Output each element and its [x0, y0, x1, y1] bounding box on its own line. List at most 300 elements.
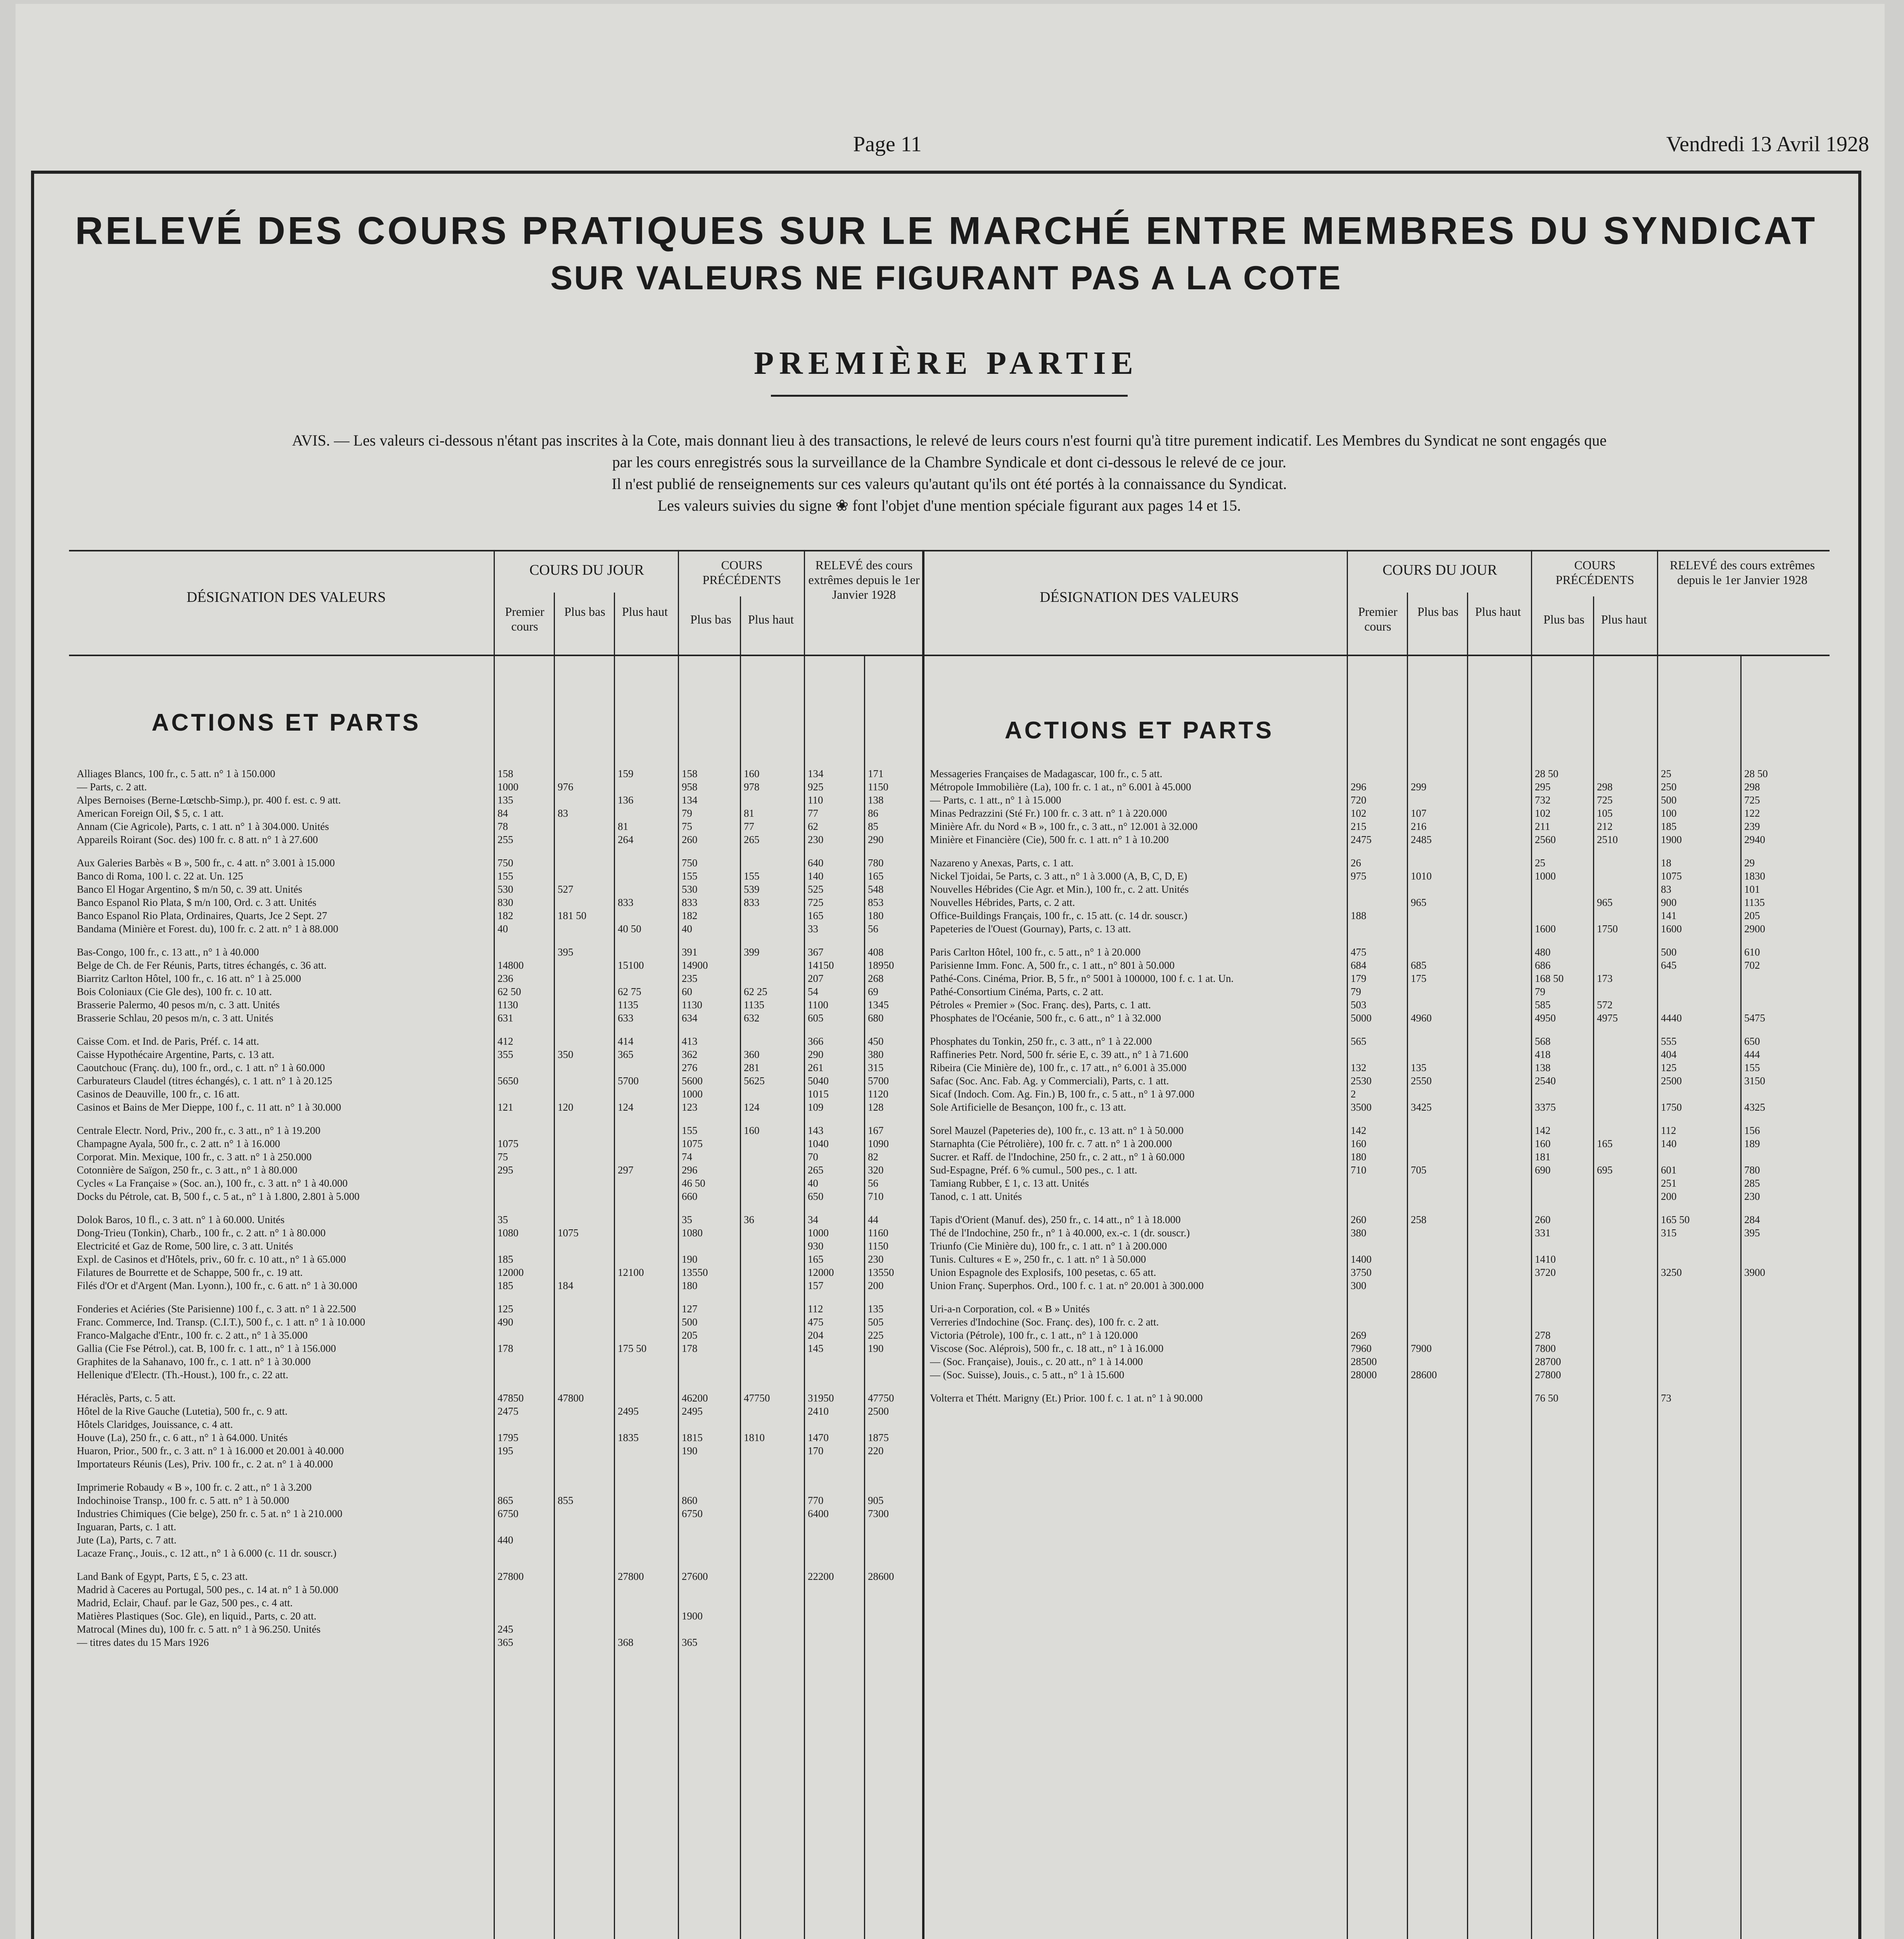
table-row [77, 1368, 918, 1381]
quote-cell: 1150 [868, 781, 888, 793]
quote-cell: 46 50 [682, 1177, 705, 1189]
issue-date: Vendredi 13 Avril 1928 [1666, 132, 1869, 156]
table-row [930, 1163, 1822, 1177]
table-row [77, 959, 918, 972]
quote-cell: 230 [868, 1253, 884, 1265]
security-name: Paris Carlton Hôtel, 100 fr., c. 5 att., n° 1 à 20.000 [930, 946, 1141, 958]
quote-cell: 2560 [1535, 834, 1556, 845]
quote-cell: 7900 [1411, 1343, 1432, 1354]
header-premier-left: Premier cours [505, 605, 544, 633]
quote-cell: 100 [1661, 807, 1677, 819]
quote-cell: 155 [744, 870, 760, 882]
quote-cell: 725 [1744, 794, 1760, 806]
header-cours-du-jour-left: COURS DU JOUR [529, 562, 644, 578]
header-plus-haut-right: Plus haut [1475, 605, 1521, 619]
quote-cell: 245 [498, 1623, 513, 1635]
quote-cell: 62 75 [618, 986, 641, 997]
quote-cell: 112 [1661, 1125, 1676, 1136]
quote-cell: 83 [558, 807, 568, 819]
security-name: Huaron, Prior., 500 fr., c. 3 att. n° 1 à 16.000 et 20.001 à 40.000 [77, 1445, 344, 1457]
quote-cell: 7300 [868, 1508, 889, 1519]
quote-cell: 568 [1535, 1035, 1551, 1047]
quote-cell: 2475 [498, 1405, 518, 1417]
security-name: Hôtel de la Rive Gauche (Lutetia), 500 fr., c. 9 att. [77, 1405, 288, 1417]
quote-cell: 165 [808, 1253, 824, 1265]
quote-cell: 13550 [682, 1267, 708, 1278]
security-name: Raffineries Petr. Nord, 500 fr. série E, c. 39 att., n° 1 à 71.600 [930, 1049, 1189, 1060]
security-name: Banco El Hogar Argentino, $ m/n 50, c. 39 att. Unités [77, 883, 302, 895]
quote-cell: 1135 [744, 999, 764, 1011]
security-name: Madrid à Caceres au Portugal, 500 pes., c. 14 at. n° 1 à 50.000 [77, 1584, 339, 1595]
quote-cell: 62 25 [744, 986, 767, 997]
table-row [77, 1520, 918, 1533]
quote-cell: 5700 [618, 1075, 639, 1087]
quote-cell: 178 [682, 1343, 698, 1354]
security-name: Bandama (Minière et Forest. du), 100 fr. c. 2 att. n° 1 à 88.000 [77, 923, 339, 935]
quote-cell: 331 [1535, 1227, 1551, 1239]
security-name: Sole Artificielle de Besançon, 100 fr., c. 13 att. [930, 1101, 1127, 1113]
quote-cell: 399 [744, 946, 760, 958]
security-name: Franc. Commerce, Ind. Transp. (C.I.T.), 500 f., c. 1 att. n° 1 à 10.000 [77, 1316, 365, 1328]
table-row [77, 1087, 918, 1101]
quote-cell: 4440 [1661, 1012, 1682, 1024]
quote-cell: 750 [498, 857, 513, 869]
quote-cell: 62 50 [498, 986, 521, 997]
security-name: Annam (Cie Agricole), Parts, c. 1 att. n° 1 à 304.000. Unités [77, 821, 329, 832]
quote-cell: 180 [682, 1280, 698, 1291]
quote-cell: 1075 [682, 1138, 703, 1149]
table-row [930, 833, 1822, 846]
header-prec-plus-bas-right: Plus bas [1543, 612, 1584, 626]
quote-cell: 5700 [868, 1075, 889, 1087]
quote-cell: 105 [1597, 807, 1613, 819]
security-name: Office-Buildings Français, 100 fr., c. 15 att. (c. 14 dr. souscr.) [930, 910, 1187, 921]
security-name: — Parts, c. 2 att. [77, 781, 147, 793]
quote-cell: 204 [808, 1329, 824, 1341]
sub-title: SUR VALEURS NE FIGURANT PAS A LA COTE [550, 259, 1342, 297]
security-name: — (Soc. Suisse), Jouis., c. 5 att., n° 1 à 15.600 [930, 1369, 1125, 1381]
quote-cell: 14150 [808, 959, 834, 971]
table-row [77, 1507, 918, 1520]
quote-cell: 28700 [1535, 1356, 1561, 1367]
security-name: Hellenique d'Electr. (Th.-Houst.), 100 fr., c. 22 att. [77, 1369, 289, 1381]
quote-cell: 1600 [1661, 923, 1682, 935]
quote-cell: 12000 [808, 1267, 834, 1278]
quote-cell: 3150 [1744, 1075, 1765, 1087]
table-row [77, 1035, 918, 1048]
quote-cell: 366 [808, 1035, 824, 1047]
quote-cell: 25 [1661, 768, 1671, 779]
quote-cell: 2495 [618, 1405, 639, 1417]
quote-cell: 391 [682, 946, 698, 958]
quote-cell: 73 [1661, 1392, 1671, 1404]
quote-cell: 833 [618, 897, 634, 908]
security-name: Sucrer. et Raff. de l'Indochine, 250 fr., c. 2 att., n° 1 à 60.000 [930, 1151, 1185, 1163]
quote-cell: 450 [868, 1035, 884, 1047]
header-premier-right: Premier cours [1358, 605, 1398, 633]
quote-cell: 46200 [682, 1392, 708, 1404]
quote-cell: 1750 [1661, 1101, 1682, 1113]
table-row [77, 1190, 918, 1203]
quote-cell: 47750 [744, 1392, 770, 1404]
quote-cell: 4325 [1744, 1101, 1765, 1113]
quote-cell: 109 [808, 1101, 824, 1113]
security-name: Brasserie Schlau, 20 pesos m/n, c. 3 att. Unités [77, 1012, 273, 1024]
security-name: Nouvelles Hébrides, Parts, c. 2 att. [930, 897, 1075, 908]
table-row [77, 1431, 918, 1444]
quote-cell: 28 50 [1744, 768, 1768, 779]
quote-cell: 165 [1597, 1138, 1613, 1149]
quote-cell: 1135 [1744, 897, 1765, 908]
quote-cell: 680 [868, 1012, 884, 1024]
table-row [930, 1355, 1822, 1368]
quote-cell: 136 [618, 794, 634, 806]
table-row [77, 1302, 918, 1315]
quote-cell: 76 50 [1535, 1392, 1558, 1404]
header-prec-plus-bas-left: Plus bas [690, 612, 731, 626]
quote-cell: 60 [682, 986, 692, 997]
quote-cell: 503 [1351, 999, 1367, 1011]
quote-cell: 395 [558, 946, 574, 958]
quote-cell: 178 [498, 1343, 513, 1354]
quote-cell: 684 [1351, 959, 1367, 971]
quote-cell: 475 [808, 1316, 824, 1328]
quote-cell: 633 [618, 1012, 634, 1024]
table-row [930, 1266, 1822, 1279]
security-name: Filatures de Bourrette et de Schappe, 500 fr., c. 19 att. [77, 1267, 303, 1278]
table-row [77, 1074, 918, 1087]
quote-cell: 1130 [498, 999, 518, 1011]
quote-cell: 31950 [808, 1392, 834, 1404]
security-name: Bas-Congo, 100 fr., c. 13 att., n° 1 à 40.000 [77, 946, 259, 958]
security-name: Cotonnière de Saïgon, 250 fr., c. 3 att., n° 1 à 80.000 [77, 1164, 297, 1176]
quote-cell: 930 [808, 1240, 824, 1252]
security-name: Pathé-Cons. Cinéma, Prior. B, 5 fr., n° 5001 à 100000, 100 f. c. 1 at. Un. [930, 973, 1234, 984]
quote-cell: 2 [1351, 1088, 1356, 1100]
security-name: Caisse Hypothécaire Argentine, Parts, c. 13 att. [77, 1049, 275, 1060]
quote-cell: 268 [868, 973, 884, 984]
quote-cell: 75 [682, 821, 692, 832]
quote-cell: 180 [868, 910, 884, 921]
quote-cell: 605 [808, 1012, 824, 1024]
header-cours-precedents-right: COURS PRÉCÉDENTS [1555, 558, 1634, 587]
quote-cell: 170 [808, 1445, 824, 1457]
quote-cell: 1900 [682, 1610, 703, 1622]
quote-cell: 705 [1411, 1164, 1427, 1176]
table-frame [31, 171, 1861, 1939]
quote-cell: 265 [744, 834, 760, 845]
quote-cell: 269 [1351, 1329, 1367, 1341]
security-name: Indochinoise Transp., 100 fr. c. 5 att. n° 1 à 50.000 [77, 1495, 289, 1506]
table-row [77, 1177, 918, 1190]
quote-cell: 530 [498, 883, 513, 895]
quote-cell: 155 [1744, 1062, 1760, 1073]
security-name: Messageries Françaises de Madagascar, 100 fr., c. 5 att. [930, 768, 1163, 779]
quote-cell: 634 [682, 1012, 698, 1024]
header-cours-du-jour-right: COURS DU JOUR [1382, 562, 1497, 578]
quote-cell: 1000 [1535, 870, 1556, 882]
quote-cell: 725 [1597, 794, 1613, 806]
quote-cell: 27600 [682, 1571, 708, 1582]
quote-cell: 260 [682, 834, 698, 845]
quote-cell: 132 [1351, 1062, 1367, 1073]
quote-cell: 1000 [808, 1227, 829, 1239]
quote-cell: 79 [682, 807, 692, 819]
quote-cell: 27800 [498, 1571, 524, 1582]
quote-cell: 505 [868, 1316, 884, 1328]
column-divider-center [922, 550, 924, 1939]
quote-cell: 28600 [1411, 1369, 1437, 1381]
security-name: Héraclès, Parts, c. 5 att. [77, 1392, 176, 1404]
quote-cell: 77 [808, 807, 818, 819]
quote-cell: 128 [868, 1101, 884, 1113]
quote-cell: 572 [1597, 999, 1613, 1011]
quote-cell: 610 [1744, 946, 1760, 958]
security-name: Brasserie Palermo, 40 pesos m/n, c. 3 att. Unités [77, 999, 280, 1011]
quote-cell: 125 [1661, 1062, 1677, 1073]
quote-cell: 525 [808, 883, 824, 895]
quote-cell: 124 [618, 1101, 634, 1113]
table-row [930, 1213, 1822, 1226]
quote-cell: 5475 [1744, 1012, 1765, 1024]
security-name: Matières Plastiques (Soc. Gle), en liquid., Parts, c. 20 att. [77, 1610, 316, 1622]
security-name: Victoria (Pétrole), 100 fr., c. 1 att., n° 1 à 120.000 [930, 1329, 1138, 1341]
quote-cell: 2500 [868, 1405, 889, 1417]
quote-cell: 1160 [868, 1227, 888, 1239]
quote-cell: 1075 [498, 1138, 518, 1149]
quote-cell: 185 [1661, 821, 1677, 832]
table-row [77, 1342, 918, 1355]
quote-cell: 102 [1351, 807, 1367, 819]
quote-cell: 414 [618, 1035, 634, 1047]
quote-cell: 380 [1351, 1227, 1367, 1239]
quote-cell: 168 50 [1535, 973, 1564, 984]
quote-cell: 650 [808, 1191, 824, 1202]
table-row [77, 1457, 918, 1471]
quote-cell: 75 [498, 1151, 508, 1163]
quote-cell: 18 [1661, 857, 1671, 869]
table-row [77, 1405, 918, 1418]
quote-cell: 686 [1535, 959, 1551, 971]
quote-cell: 4950 [1535, 1012, 1556, 1024]
quote-cell: 2550 [1411, 1075, 1432, 1087]
quote-cell: 251 [1661, 1177, 1677, 1189]
quote-cell: 1015 [808, 1088, 829, 1100]
table-row [930, 922, 1822, 935]
quote-cell: 905 [868, 1495, 884, 1506]
table-row [77, 1636, 918, 1649]
quote-cell: 28500 [1351, 1356, 1377, 1367]
security-name: Banco di Roma, 100 l. c. 22 at. Un. 125 [77, 870, 243, 882]
quote-cell: 500 [1661, 946, 1677, 958]
quote-cell: 2900 [1744, 923, 1765, 935]
quote-cell: 5600 [682, 1075, 703, 1087]
section-title-right: ACTIONS ET PARTS [1004, 717, 1274, 744]
security-name: Starnaphta (Cie Pétrolière), 100 fr. c. 7 att. n° 1 à 200.000 [930, 1138, 1172, 1149]
security-name: Pathé-Consortium Cinéma, Parts, c. 2 att. [930, 986, 1104, 997]
quote-cell: 83 [1661, 883, 1671, 895]
quote-cell: 216 [1411, 821, 1427, 832]
security-name: Phosphates du Tonkin, 250 fr., c. 3 att., n° 1 à 22.000 [930, 1035, 1152, 1047]
quote-cell: 1010 [1411, 870, 1432, 882]
quote-cell: 3720 [1535, 1267, 1556, 1278]
header-plus-bas-right: Plus bas [1417, 605, 1458, 619]
quote-cell: 5650 [498, 1075, 518, 1087]
quote-cell: 365 [618, 1049, 634, 1060]
quote-cell: 365 [682, 1637, 698, 1648]
quote-cell: 1750 [1597, 923, 1618, 935]
quote-cell: 640 [808, 857, 824, 869]
quote-cell: 296 [1351, 781, 1367, 793]
quote-cell: 101 [1744, 883, 1760, 895]
quote-cell: 86 [868, 807, 878, 819]
quote-cell: 173 [1597, 973, 1613, 984]
quote-cell: 284 [1744, 1214, 1760, 1225]
quote-cell: 145 [808, 1343, 824, 1354]
quote-cell: 135 [498, 794, 513, 806]
quote-cell: 40 [498, 923, 508, 935]
table-row [77, 1124, 918, 1137]
security-name: Caisse Com. et Ind. de Paris, Préf. c. 14 att. [77, 1035, 259, 1047]
table-row [77, 856, 918, 869]
quote-cell: 28600 [868, 1571, 894, 1582]
quote-cell: 855 [558, 1495, 574, 1506]
table-row [77, 1596, 918, 1609]
table-row [930, 909, 1822, 922]
quote-cell: 2510 [1597, 834, 1618, 845]
table-row [77, 1279, 918, 1292]
quote-cell: 158 [682, 768, 698, 779]
quote-cell: 165 50 [1661, 1214, 1690, 1225]
quote-cell: 690 [1535, 1164, 1551, 1176]
quote-cell: 295 [498, 1164, 513, 1176]
quote-cell: 418 [1535, 1049, 1551, 1060]
security-name: Minière et Financière (Cie), 500 fr. c. 1 att. n° 1 à 10.200 [930, 834, 1169, 845]
quote-cell: 2475 [1351, 834, 1372, 845]
quote-cell: 368 [618, 1637, 634, 1648]
quote-cell: 1345 [868, 999, 889, 1011]
quote-cell: 1835 [618, 1432, 639, 1443]
quote-cell: 732 [1535, 794, 1551, 806]
table-row [930, 1190, 1822, 1203]
notice-line: AVIS. — Les valeurs ci-dessous n'étant pas inscrites à la Cote, mais donnant lieu à des transactions, le relevé de leurs cours n'est fourni qu'à titre purement indicatif. Les Membres du Syndicat ne sont engagés que [292, 432, 1607, 449]
quote-cell: 320 [868, 1164, 884, 1176]
table-row [77, 1213, 918, 1226]
quote-cell: 3425 [1411, 1101, 1432, 1113]
security-name: Expl. de Casinos et d'Hôtels, priv., 60 fr. c. 10 att., n° 1 à 65.000 [77, 1253, 346, 1265]
quote-cell: 780 [1744, 1164, 1760, 1176]
quote-cell: 900 [1661, 897, 1677, 908]
quote-cell: 179 [1351, 973, 1367, 984]
section-title-left: ACTIONS ET PARTS [151, 709, 421, 736]
quote-cell: 14900 [682, 959, 708, 971]
quote-cell: 265 [808, 1164, 824, 1176]
table-row [930, 1226, 1822, 1239]
quote-cell: 28 50 [1535, 768, 1558, 779]
security-name: Volterra et Thétt. Marigny (Et.) Prior. 100 f. c. 1 at. n° 1 à 90.000 [930, 1392, 1203, 1404]
table-row [930, 998, 1822, 1011]
quote-cell: 40 50 [618, 923, 641, 935]
quote-cell: 85 [868, 821, 878, 832]
header-plus-haut-left: Plus haut [622, 605, 668, 619]
quote-cell: 975 [1351, 870, 1367, 882]
quote-cell: 710 [1351, 1164, 1367, 1176]
quote-cell: 140 [808, 870, 824, 882]
security-name: Métropole Immobilière (La), 100 fr. c. 1 at., n° 6.001 à 45.000 [930, 781, 1191, 793]
header-plus-bas-left: Plus bas [564, 605, 605, 619]
security-name: Champagne Ayala, 500 fr., c. 2 att. n° 1 à 16.000 [77, 1138, 280, 1149]
security-name: Verreries d'Indochine (Soc. Franç. des), 100 fr. c. 2 att. [930, 1316, 1159, 1328]
quote-cell: 298 [1744, 781, 1760, 793]
quote-cell: 315 [1661, 1227, 1677, 1239]
quote-cell: 695 [1597, 1164, 1613, 1176]
table-row [930, 1035, 1822, 1048]
quote-cell: 360 [744, 1049, 760, 1060]
quote-cell: 5000 [1351, 1012, 1372, 1024]
table-row [930, 1302, 1822, 1315]
table-row [930, 1329, 1822, 1342]
security-name: Franco-Malgache d'Entr., 100 fr. c. 2 att., n° 1 à 35.000 [77, 1329, 308, 1341]
quote-cell: 175 50 [618, 1343, 647, 1354]
table-row [77, 922, 918, 935]
quote-cell: 1135 [618, 999, 638, 1011]
quote-cell: 780 [868, 857, 884, 869]
quote-cell: 539 [744, 883, 760, 895]
security-name: Filés d'Or et d'Argent (Man. Lyonn.), 100 fr., c. 6 att. n° 1 à 30.000 [77, 1280, 358, 1291]
quote-cell: 78 [498, 821, 508, 832]
quote-cell: 2940 [1744, 834, 1765, 845]
quote-cell: 285 [1744, 1177, 1760, 1189]
quote-cell: 167 [868, 1125, 884, 1136]
quote-cell: 413 [682, 1035, 698, 1047]
table-row [77, 1101, 918, 1114]
quote-cell: 190 [868, 1343, 884, 1354]
quote-cell: 27800 [1535, 1369, 1561, 1381]
security-name: Fonderies et Aciéries (Ste Parisienne) 100 f., c. 3 att. n° 1 à 22.500 [77, 1303, 356, 1315]
quote-cell: 207 [808, 973, 824, 984]
quote-cell: 1120 [868, 1088, 888, 1100]
quote-cell: 143 [808, 1125, 824, 1136]
quote-cell: 182 [682, 910, 698, 921]
quote-cell: 440 [498, 1534, 513, 1546]
quote-cell: 1830 [1744, 870, 1765, 882]
quote-cell: 155 [682, 1125, 698, 1136]
quote-cell: 40 [808, 1177, 818, 1189]
quote-cell: 2530 [1351, 1075, 1372, 1087]
quote-cell: 195 [498, 1445, 513, 1457]
quote-cell: 156 [1744, 1125, 1760, 1136]
security-name: Madrid, Eclair, Chauf. par le Gaz, 500 pes., c. 4 att. [77, 1597, 293, 1609]
quote-cell: 158 [498, 768, 513, 779]
security-name: Uri-a-n Corporation, col. « B » Unités [930, 1303, 1090, 1315]
quote-cell: 135 [1411, 1062, 1427, 1073]
security-name: Parisienne Imm. Fonc. A, 500 fr., c. 1 att., n° 801 à 50.000 [930, 959, 1175, 971]
quote-cell: 47800 [558, 1392, 584, 1404]
table-row [77, 1418, 918, 1431]
quote-cell: 110 [808, 794, 823, 806]
quote-cell: 315 [868, 1062, 884, 1073]
security-name: Casinos de Deauville, 100 fr., c. 16 att. [77, 1088, 240, 1100]
quote-cell: 74 [682, 1151, 692, 1163]
quote-cell: 135 [868, 1303, 884, 1315]
quote-cell: 976 [558, 781, 574, 793]
left-rows [77, 767, 918, 1649]
security-name: Thé de l'Indochine, 250 fr., n° 1 à 40.000, ex.-c. 1 (dr. souscr.) [930, 1227, 1190, 1239]
quote-cell: 260 [1535, 1214, 1551, 1225]
quote-cell: 3375 [1535, 1101, 1556, 1113]
security-name: Alliages Blancs, 100 fr., c. 5 att. n° 1 à 150.000 [77, 768, 275, 779]
quote-cell: 122 [1744, 807, 1760, 819]
